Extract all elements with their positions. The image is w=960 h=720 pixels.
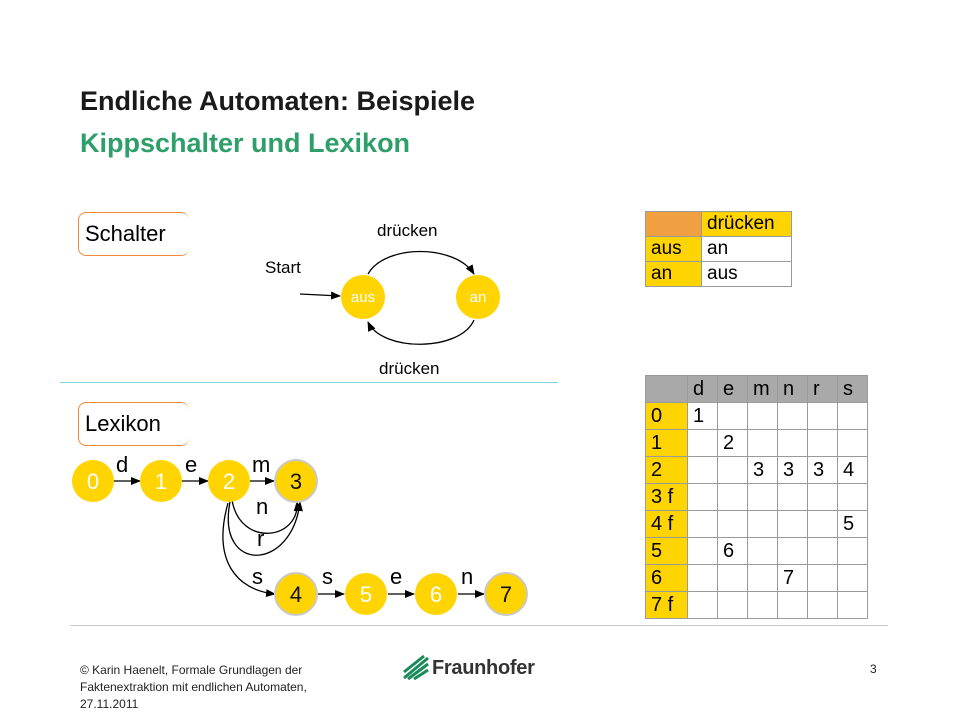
table-cell [808, 403, 838, 430]
state-aus-label: aus [350, 289, 376, 306]
table-cell [718, 565, 748, 592]
table-row [646, 538, 868, 565]
table-cell [688, 457, 718, 484]
table-cell: 4 [838, 457, 868, 484]
state-1-label: 1 [154, 469, 168, 494]
state-5-label: 5 [359, 582, 373, 607]
table-cell [688, 430, 718, 457]
table-row [646, 430, 868, 457]
table-row-header: 5 [646, 538, 688, 565]
table-cell: 7 [778, 565, 808, 592]
table-header-cell: r [808, 376, 838, 403]
table-cell: 5 [838, 511, 868, 538]
table-row-header: 0 [646, 403, 688, 430]
table-row-header: 1 [646, 430, 688, 457]
table-row [646, 237, 792, 262]
section-label-schalter: Schalter [78, 212, 189, 256]
table-cell [718, 457, 748, 484]
fraunhofer-logo-icon [402, 654, 430, 680]
table-row [646, 403, 868, 430]
table-header-cell: d [688, 376, 718, 403]
table-cell [778, 511, 808, 538]
table-header-cell: s [838, 376, 868, 403]
state-an-label: an [469, 289, 487, 306]
table-cell [778, 538, 808, 565]
edge-aus-an [368, 252, 474, 275]
edge-an-aus [368, 320, 474, 344]
edge-label-bottom: drücken [379, 359, 440, 378]
edge-label-d: d [116, 452, 129, 477]
table-cell [688, 565, 718, 592]
table-corner [646, 376, 688, 403]
section-label-lexikon: Lexikon [78, 402, 189, 446]
footer-text: © Karin Haenelt, Formale Grundlagen der Faktenextraktion mit endlichen Automaten, 27.11.2011 [80, 663, 307, 711]
table-cell [838, 592, 868, 619]
edge-label-s1: s [252, 564, 263, 589]
table-cell [718, 592, 748, 619]
footer-divider [70, 625, 888, 626]
start-label: Start [265, 258, 301, 277]
table-cell [688, 538, 718, 565]
table-row-header: 6 [646, 565, 688, 592]
table-cell [808, 565, 838, 592]
table-cell [838, 403, 868, 430]
table-row [646, 484, 868, 511]
table-cell [778, 484, 808, 511]
transition-table-schalter [645, 211, 792, 287]
table-cell [748, 565, 778, 592]
table-row-header: 4 f [646, 511, 688, 538]
table-cell [718, 511, 748, 538]
table-cell [688, 511, 718, 538]
fraunhofer-logo-text: Fraunhofer [432, 657, 535, 679]
table-header-row [646, 212, 792, 237]
edge-label-r: r [257, 526, 265, 551]
edge-label-n2: n [461, 564, 474, 589]
table-cell [748, 403, 778, 430]
table-cell [718, 484, 748, 511]
state-2-label: 2 [222, 469, 236, 494]
table-row-header: 7 f [646, 592, 688, 619]
table-cell [688, 592, 718, 619]
page-subtitle: Kippschalter und Lexikon [80, 128, 411, 158]
edge-label-n: n [256, 494, 269, 519]
transition-table-lexikon [645, 375, 868, 619]
table-cell [838, 484, 868, 511]
table-cell [808, 538, 838, 565]
state-6-label: 6 [429, 582, 443, 607]
table-header-cell: n [778, 376, 808, 403]
table-corner [646, 212, 702, 237]
table-cell [748, 538, 778, 565]
table-cell [718, 403, 748, 430]
state-7-label: 7 [499, 582, 513, 607]
state-4-label: 4 [289, 582, 303, 607]
table-header-row [646, 376, 868, 403]
table-row [646, 262, 792, 287]
table-row-header: 3 f [646, 484, 688, 511]
table-cell [748, 484, 778, 511]
table-row [646, 511, 868, 538]
page-number: 3 [870, 662, 877, 676]
state-0-label: 0 [86, 469, 100, 494]
table-cell [838, 565, 868, 592]
table-cell [748, 511, 778, 538]
table-cell [778, 592, 808, 619]
table-cell: 6 [718, 538, 748, 565]
table-cell: an [702, 237, 792, 262]
page-title: Endliche Automaten: Beispiele [80, 86, 476, 116]
table-cell: aus [702, 262, 792, 287]
table-cell: 2 [718, 430, 748, 457]
table-header-cell: m [748, 376, 778, 403]
table-cell [808, 511, 838, 538]
table-cell [778, 430, 808, 457]
state-3-label: 3 [289, 469, 303, 494]
table-row-header: aus [646, 237, 702, 262]
table-cell [838, 538, 868, 565]
table-row [646, 592, 868, 619]
table-cell [838, 430, 868, 457]
edge-label-m: m [252, 452, 271, 477]
table-row [646, 457, 868, 484]
table-cell: 1 [688, 403, 718, 430]
table-row [646, 565, 868, 592]
table-cell [748, 592, 778, 619]
start-arrow [300, 294, 340, 296]
table-cell: 3 [808, 457, 838, 484]
table-cell [748, 430, 778, 457]
edge-label-s2: s [322, 564, 333, 589]
table-cell [808, 430, 838, 457]
table-row-header: 2 [646, 457, 688, 484]
table-cell [778, 403, 808, 430]
table-cell: 3 [778, 457, 808, 484]
table-row-header: an [646, 262, 702, 287]
table-cell [688, 484, 718, 511]
table-cell [808, 484, 838, 511]
table-header-cell: e [718, 376, 748, 403]
edge-label-e2: e [390, 564, 403, 589]
edge-label-e: e [185, 452, 198, 477]
table-header-cell: drücken [702, 212, 792, 237]
table-cell: 3 [748, 457, 778, 484]
edge-label-top: drücken [377, 221, 438, 240]
table-cell [808, 592, 838, 619]
